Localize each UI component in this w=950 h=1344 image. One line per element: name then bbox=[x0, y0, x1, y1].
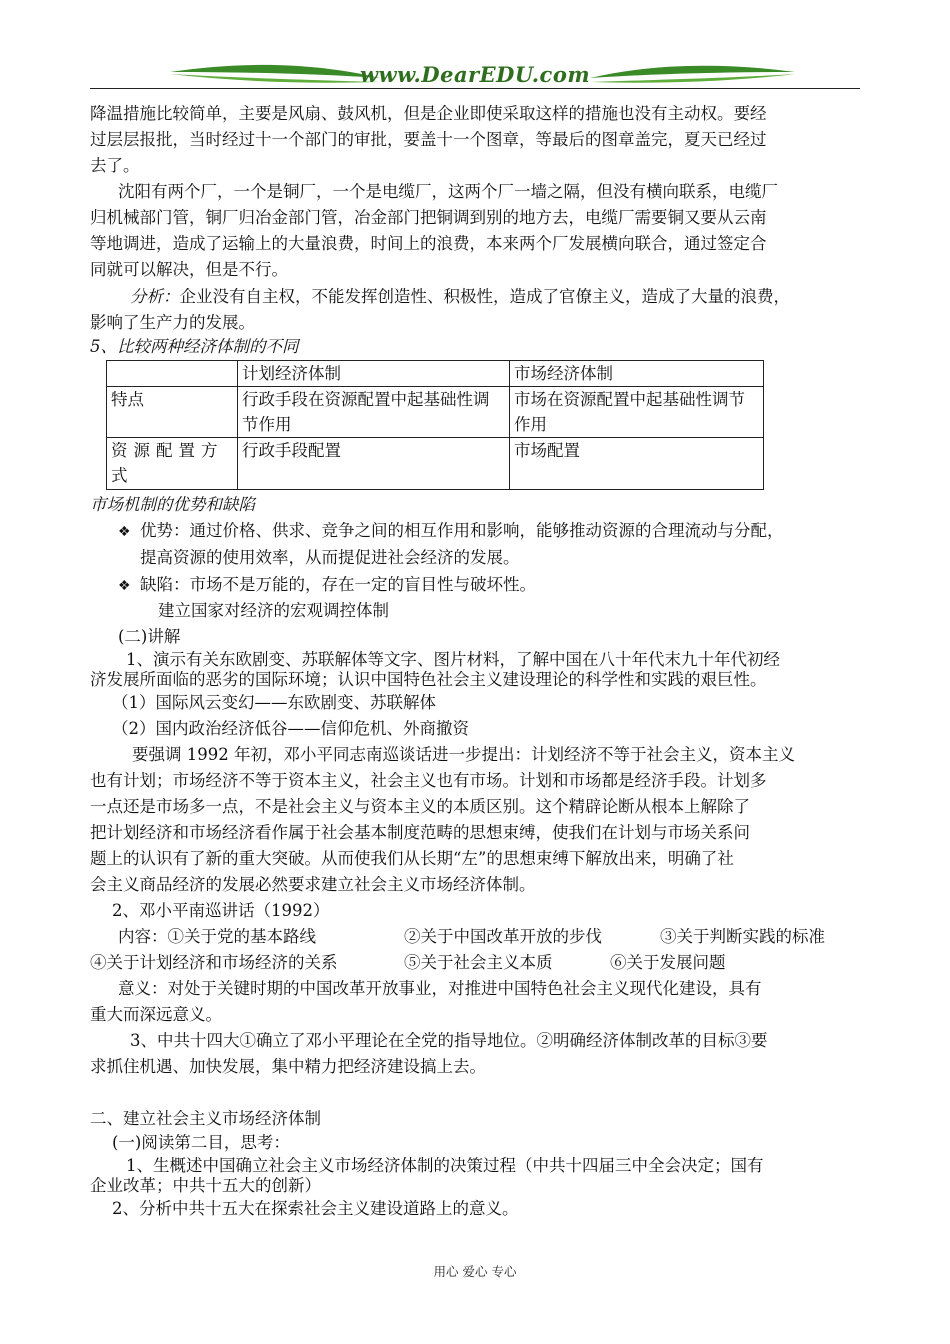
table-header-cell bbox=[107, 361, 238, 387]
para1-line1: 降温措施比较简单，主要是风扇、鼓风机，但是企业即使采取这样的措施也没有主动权。要经 bbox=[90, 104, 767, 123]
table-cell: 行政手段在资源配置中起基础性调节作用 bbox=[238, 387, 510, 438]
content-item1: ①关于党的基本路线 bbox=[167, 927, 316, 946]
emphasis-line4: 把计划经济和市场经济看作属于社会基本制度范畴的思想束缚，使我们在计划与市场关系问 bbox=[90, 823, 750, 842]
analysis-text1: 企业没有自主权，不能发挥创造性、积极性，造成了官僚主义，造成了大量的浪费， bbox=[179, 287, 790, 306]
content-item3: ③关于判断实践的标准 bbox=[660, 927, 825, 946]
table-cell: 特点 bbox=[107, 387, 238, 438]
emphasis-line5: 题上的认识有了新的重大突破。从而使我们从长期“左”的思想束缚下解放出来，明确了社 bbox=[90, 849, 734, 868]
emphasis-line1: 要强调 1992 年初，邓小平同志南巡谈话进一步提出：计划经济不等于社会主义，资本主义 bbox=[132, 745, 795, 764]
analysis-line1 bbox=[130, 286, 900, 308]
defect-text: 缺陷：市场不是万能的，存在一定的盲目性与破坏性。 bbox=[140, 575, 536, 594]
emphasis-line2: 也有计划；市场经济不等于资本主义，社会主义也有市场。计划和市场都是经济手段。计划多 bbox=[90, 771, 767, 790]
analysis-label: 分析： bbox=[130, 287, 180, 306]
defect-line bbox=[118, 574, 888, 597]
section2-title: 二、建立社会主义市场经济体制 bbox=[90, 1109, 321, 1128]
table-cell: 行政手段配置 bbox=[238, 438, 510, 490]
header-logo bbox=[90, 56, 860, 92]
para2-line3: 等地调进，造成了运输上的大量浪费，时间上的浪费，本来两个厂发展横向联合，通过签定合 bbox=[90, 234, 767, 253]
site-logo-text: www.DearEDU.com bbox=[359, 62, 591, 87]
item1-line2: 济发展所面临的恶劣的国际环境；认识中国特色社会主义建设理论的科学性和实践的艰巨性。 bbox=[90, 670, 767, 689]
reading-heading: (一)阅读第二目，思考： bbox=[112, 1133, 290, 1152]
item3-line2: 求抓住机遇、加快发展，集中精力把经济建设搞上去。 bbox=[90, 1057, 486, 1076]
q1-line2: 企业改革；中共十五大的创新） bbox=[90, 1176, 321, 1195]
section5-title: 5、比较两种经济体制的不同 bbox=[90, 337, 299, 356]
advantage-text1: 优势：通过价格、供求、竞争之间的相互作用和影响，能够推动资源的合理流动与分配， bbox=[140, 521, 784, 540]
content-item4: ④关于计划经济和市场经济的关系 bbox=[90, 953, 338, 972]
item2-heading: 2、邓小平南巡讲话（1992） bbox=[112, 901, 330, 920]
table-cell: 资源配置方式 bbox=[107, 438, 238, 490]
emphasis-line6: 会主义商品经济的发展必然要求建立社会主义市场经济体制。 bbox=[90, 875, 536, 894]
para1-line2: 过层层报批，当时经过十一个部门的审批，要盖十一个图章，等最后的图章盖完，夏天已经过 bbox=[90, 130, 767, 149]
item3-line1: 3、中共十四大①确立了邓小平理论在全党的指导地位。②明确经济体制改革的目标③要 bbox=[130, 1031, 768, 1050]
para2-line4: 同就可以解决，但是不行。 bbox=[90, 260, 288, 279]
table-header-cell: 市场经济体制 bbox=[510, 361, 764, 387]
lecture-heading: (二)讲解 bbox=[118, 627, 181, 646]
advantage-line1 bbox=[118, 520, 888, 543]
diamond-bullet-icon: ❖ bbox=[118, 524, 131, 540]
para2-line2: 归机械部门管，铜厂归冶金部门管，冶金部门把铜调到别的地方去，电缆厂需要铜又要从云南 bbox=[90, 208, 767, 227]
meaning-line1: 意义：对处于关键时期的中国改革开放事业，对推进中国特色社会主义现代化建设，具有 bbox=[118, 979, 762, 998]
table-row bbox=[107, 438, 764, 490]
item1-line1: 1、演示有关东欧剧变、苏联解体等文字、图片材料，了解中国在八十年代末九十年代初经 bbox=[126, 650, 780, 669]
content-label: 内容： bbox=[118, 927, 168, 946]
table-header-cell: 计划经济体制 bbox=[238, 361, 510, 387]
content-item2: ②关于中国改革开放的步伐 bbox=[404, 927, 602, 946]
sub-item1: （1）国际风云变幻——东欧剧变、苏联解体 bbox=[112, 693, 436, 712]
para1-line3: 去了。 bbox=[90, 156, 140, 175]
content-item5: ⑤关于社会主义本质 bbox=[404, 953, 553, 972]
para2-line1: 沈阳有两个厂，一个是铜厂，一个是电缆厂，这两个厂一墙之隔，但没有横向联系，电缆厂 bbox=[118, 182, 778, 201]
sub-item2: （2）国内政治经济低谷——信仰危机、外商撤资 bbox=[112, 719, 469, 738]
emphasis-line3: 一点还是市场多一点，不是社会主义与资本主义的本质区别。这个精辟论断从根本上解除了 bbox=[90, 797, 750, 816]
meaning-line2: 重大而深远意义。 bbox=[90, 1005, 222, 1024]
table-cell: 市场在资源配置中起基础性调节作用 bbox=[510, 387, 764, 438]
page-footer: 用心 爱心 专心 bbox=[433, 1264, 517, 1279]
market-title: 市场机制的优势和缺陷 bbox=[90, 495, 255, 514]
table-header-row bbox=[107, 361, 764, 387]
q2-line: 2、分析中共十五大在探索社会主义建设道路上的意义。 bbox=[112, 1199, 519, 1218]
comparison-table bbox=[106, 360, 764, 490]
advantage-line2: 提高资源的使用效率，从而提促进社会经济的发展。 bbox=[140, 548, 520, 567]
macro-line: 建立国家对经济的宏观调控体制 bbox=[158, 601, 389, 620]
analysis-line2: 影响了生产力的发展。 bbox=[90, 313, 255, 332]
content-item6: ⑥关于发展问题 bbox=[610, 953, 726, 972]
q1-line1: 1、生概述中国确立社会主义市场经济体制的决策过程（中共十四届三中全会决定；国有 bbox=[126, 1156, 764, 1175]
table-cell: 市场配置 bbox=[510, 438, 764, 490]
table-row bbox=[107, 387, 764, 438]
header-divider bbox=[90, 88, 860, 89]
diamond-bullet-icon: ❖ bbox=[118, 578, 131, 594]
